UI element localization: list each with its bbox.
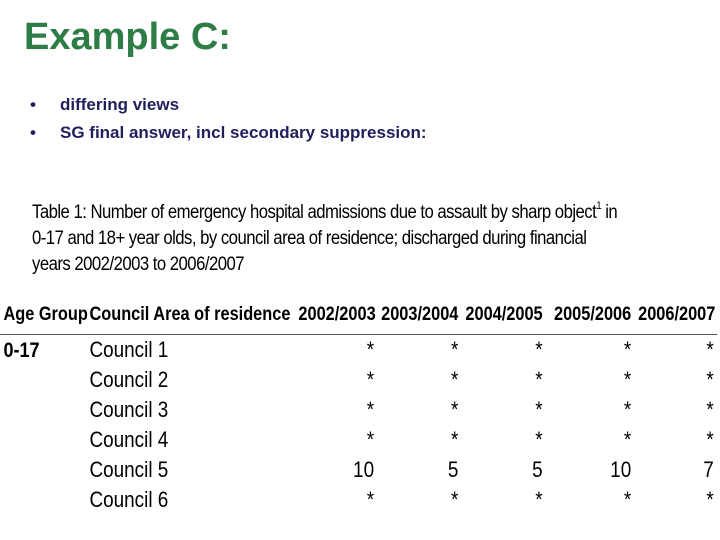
council-cell: Council 5 [89,457,169,482]
council-cell: Council 4 [89,427,169,452]
value-cell: * [366,487,375,512]
age-group-cell: 0-17 [3,339,40,362]
value-cell: * [535,397,543,422]
value-cell: * [366,337,375,362]
bullet-item [30,94,427,122]
value-cell: 5 [447,457,459,482]
value-cell: * [623,427,632,452]
value-cell: * [706,427,714,452]
table-row [0,365,717,395]
value-cell: 10 [610,457,632,482]
value-cell: * [535,427,543,452]
bullet-list [30,94,427,150]
value-cell: * [451,427,459,452]
header-council-area: Council Area of residence [86,298,295,335]
bullet-marker: • [30,95,36,114]
value-cell: * [451,487,459,512]
value-cell: * [366,397,375,422]
header-year: 2002/2003 [295,298,378,335]
council-cell: Council 1 [89,337,169,362]
table-row [0,335,717,366]
value-cell: * [366,367,375,392]
header-year: 2005/2006 [546,298,635,335]
table-row [0,455,717,485]
footnote-marker: 1 [596,200,602,212]
table-row [0,425,717,455]
value-cell: * [451,397,459,422]
header-year: 2003/2004 [378,298,462,335]
table-container [0,298,720,538]
value-cell: * [706,487,714,512]
value-cell: * [706,337,714,362]
bullet-item [30,122,427,150]
value-cell: 7 [703,457,714,482]
value-cell: * [623,367,632,392]
value-cell: * [535,367,543,392]
table-header-row [0,298,717,335]
value-cell: * [706,397,714,422]
table-caption-text-cont: in 0-17 and 18+ year olds, by council area of residence; discharged during financial years 2002/2003 to 2006/2007 [32,202,618,275]
header-year: 2006/2007 [635,298,718,335]
header-year: 2004/2005 [462,298,546,335]
table-caption-text: Table 1: Number of emergency hospital admissions due to assault by sharp object [32,202,597,223]
value-cell: 10 [353,457,375,482]
header-age-group: Age Group [0,298,86,335]
table-caption [32,193,622,278]
bullet-text: differing views [60,95,180,114]
value-cell: * [623,337,632,362]
bullet-text: SG final answer, incl secondary suppression: [60,123,427,142]
council-cell: Council 2 [89,367,169,392]
table-row [0,395,717,425]
value-cell: * [623,487,632,512]
value-cell: * [451,337,459,362]
slide-title: Example C: [24,16,231,58]
council-cell: Council 6 [89,487,169,512]
value-cell: * [451,367,459,392]
value-cell: * [535,487,543,512]
value-cell: * [706,367,714,392]
value-cell: * [535,337,543,362]
value-cell: 5 [532,457,543,482]
council-cell: Council 3 [89,397,169,422]
table-row [0,485,717,515]
admissions-table [0,298,717,515]
value-cell: * [623,397,632,422]
value-cell: * [366,427,375,452]
bullet-marker: • [30,123,36,142]
